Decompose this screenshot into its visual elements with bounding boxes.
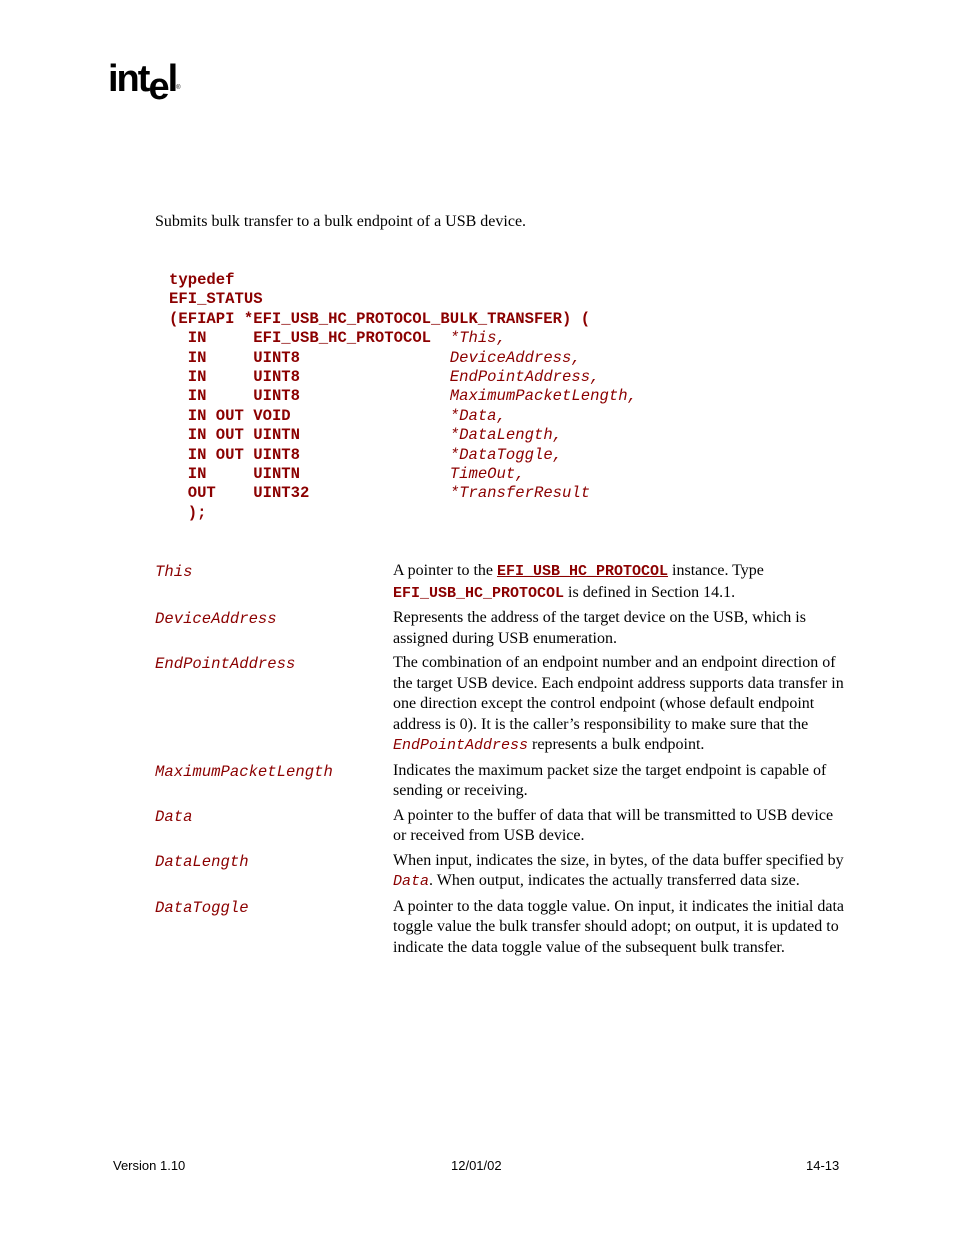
code-line: (EFIAPI *EFI_USB_HC_PROTOCOL_BULK_TRANSFER) ( [169,309,591,328]
code-param-row: IN EFI_USB_HC_PROTOCOL *This, [169,329,506,348]
param-name: MaximumPacketLength [155,762,333,781]
param-name: Data [155,807,193,826]
param-description: A pointer to the data toggle value. On input, it indicates the initial data toggle value the bulk transfer should adopt; on output, it is updated to indicate the data toggle value of the subsequent bulk transfer. [393,897,844,956]
param-device-address [155,608,845,649]
code-param-row: IN UINT8 DeviceAddress, [169,348,581,367]
code-line: ); [169,503,207,522]
code-param-row: IN UINT8 EndPointAddress, [169,368,600,387]
footer-version: Version 1.10 [113,1158,186,1173]
param-data-length [155,851,845,893]
code-param-row: IN UINT8 MaximumPacketLength, [169,387,637,406]
intel-logo: intel® [108,58,181,108]
param-this [155,561,845,604]
param-description: The combination of an endpoint number and an endpoint direction of the target USB device. Each endpoint address supports data transfer in one direction except the control endpoint (whose default endpoint address is 0). It is the caller’s responsibility to make sure that the EndPointAddress represents a bulk endpoint. [393,654,844,754]
code-param-row: IN OUT UINTN *DataLength, [169,426,563,445]
param-data-toggle [155,897,845,959]
param-description: Represents the address of the target device on the USB, which is assigned during USB enumeration. [393,609,806,647]
param-name: DataLength [155,852,249,871]
param-description: A pointer to the buffer of data that will be transmitted to USB device or received from USB device. [393,806,834,844]
param-name: DataToggle [155,898,249,917]
param-description: Indicates the maximum packet size the target endpoint is capable of sending or receiving. [393,761,827,799]
code-line: typedef [169,271,235,289]
param-max-packet-length [155,761,845,802]
parameters-list [155,561,845,962]
code-param-row: OUT UINT32 *TransferResult [169,484,591,503]
code-param-row: IN OUT VOID *Data, [169,406,506,425]
type-link[interactable]: EFI_USB_HC_PROTOCOL [496,563,669,580]
footer-date: 12/01/02 [451,1158,502,1173]
code-param-row: IN UINTN TimeOut, [169,465,525,484]
prototype-code [169,271,637,523]
code-param-row: IN OUT UINT8 *DataToggle, [169,445,563,464]
param-name: This [155,563,193,581]
param-data [155,806,845,847]
param-description: When input, indicates the size, in bytes, of the data buffer specified by Data. When output, indicates the actually transferred data size. [393,851,844,890]
footer-page-number: 14-13 [806,1158,840,1173]
param-name: EndPointAddress [155,655,296,673]
summary-text: Submits bulk transfer to a bulk endpoint of a USB device. [155,213,527,230]
param-endpoint-address [155,653,845,757]
code-line: EFI_STATUS [169,290,263,309]
param-name: DeviceAddress [155,610,277,628]
param-description: A pointer to the EFI_USB_HC_PROTOCOL instance. Type EFI_USB_HC_PROTOCOL is defined in Section 14.1. [393,562,764,602]
